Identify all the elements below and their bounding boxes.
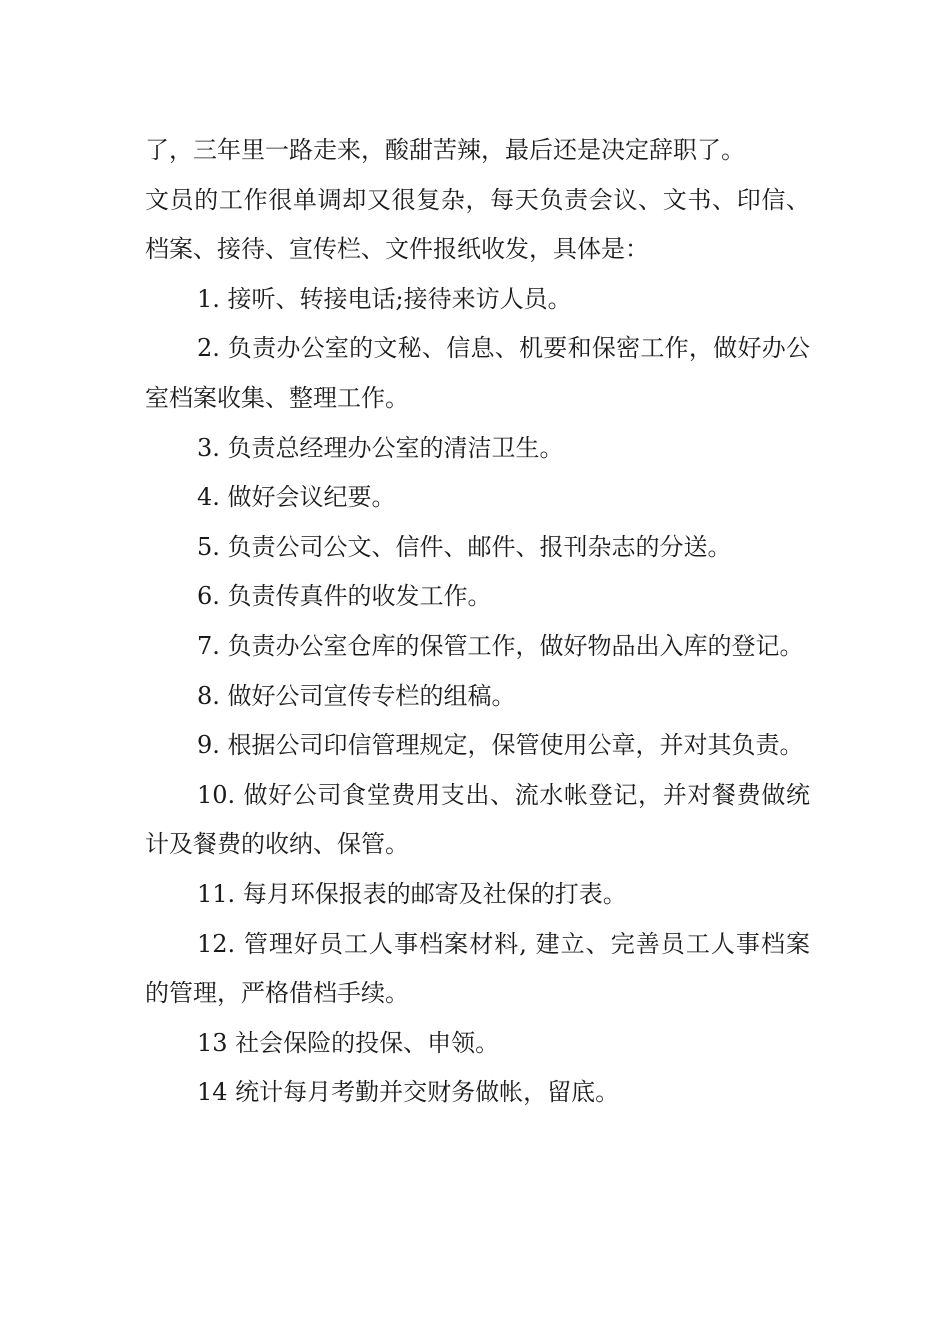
list-item: 10. 做好公司食堂费用支出、流水帐登记，并对餐费做统计及餐费的收纳、保管。 [145,780,810,859]
list-item: 3. 负责总经理办公室的清洁卫生。 [197,433,564,462]
paragraph: 了，三年里一路走来，酸甜苦辣，最后还是决定辞职了。 [145,136,745,164]
list-item: 1. 接听、转接电话;接待来访人员。 [197,284,572,313]
list-item: 11. 每月环保报表的邮寄及社保的打表。 [197,879,627,908]
list-item: 4. 做好会议纪要。 [197,483,396,512]
list-item: 2. 负责办公室的文秘、信息、机要和保密工作，做好办公室档案收集、整理工作。 [145,334,810,412]
list-item: 13 社会保险的投保、申领。 [197,1028,500,1057]
document-body [145,126,810,1118]
paragraph: 文员的工作很单调却又很复杂，每天负责会议、文书、印信、档案、接待、宣传栏、文件报纸收发，具体是： [145,185,810,264]
list-item: 8. 做好公司宣传专栏的组稿。 [197,681,516,710]
list-item: 6. 负责传真件的收发工作。 [197,582,492,611]
list-item: 14 统计每月考勤并交财务做帐，留底。 [197,1078,620,1107]
list-item: 9. 根据公司印信管理规定，保管使用公章，并对其负责。 [197,731,804,760]
list-item: 5. 负责公司公文、信件、邮件、报刊杂志的分送。 [197,532,732,561]
list-item: 12. 管理好员工人事档案材料, 建立、完善员工人事档案的管理，严格借档手续。 [145,929,810,1008]
list-item: 7. 负责办公室仓库的保管工作，做好物品出入库的登记。 [197,631,804,660]
